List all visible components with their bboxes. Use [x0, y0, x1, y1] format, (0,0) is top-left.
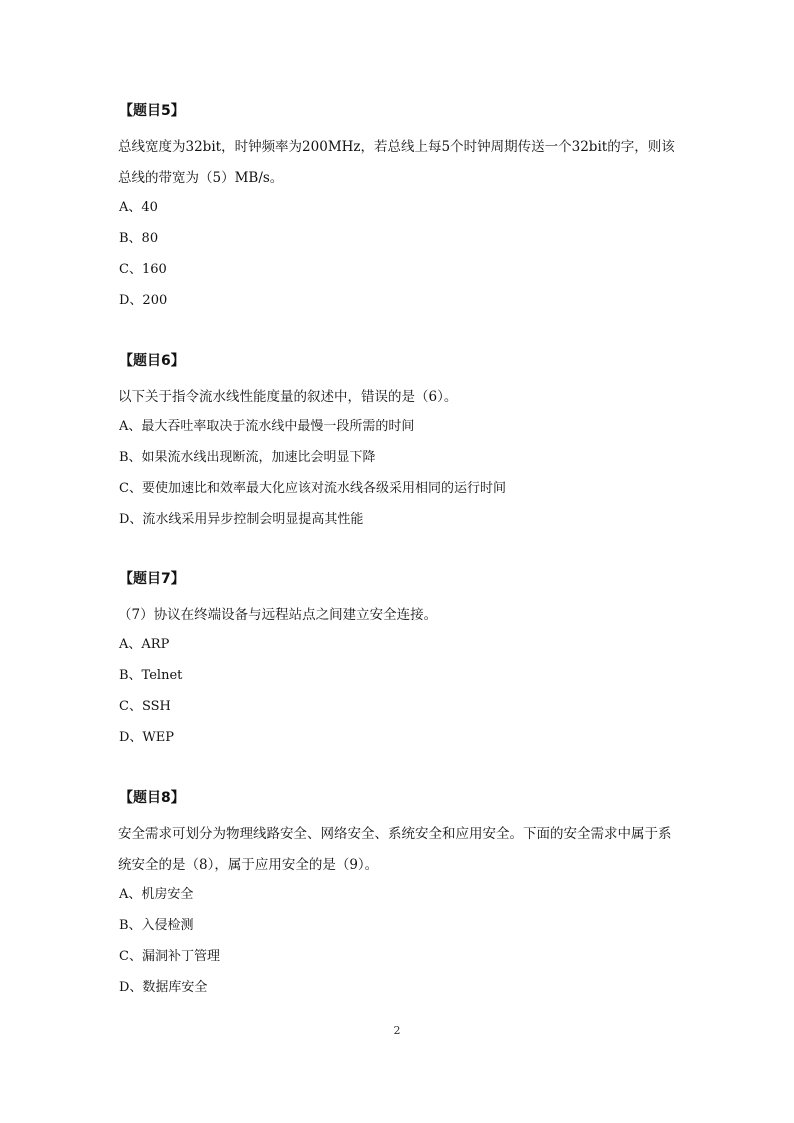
question-title: 【题目7】 — [119, 571, 185, 587]
option-b: B、Telnet — [119, 668, 183, 683]
option-d: D、WEP — [119, 730, 175, 745]
option-a: A、ARP — [119, 637, 170, 652]
option-d: D、200 — [119, 293, 168, 308]
option-d: D、数据库安全 — [119, 980, 208, 995]
question-stem: 以下关于指令流水线性能度量的叙述中，错误的是（6）。 — [118, 389, 458, 405]
option-a: A、最大吞吐率取决于流水线中最慢一段所需的时间 — [119, 419, 415, 434]
option-c: C、SSH — [119, 699, 171, 714]
option-c: C、要使加速比和效率最大化应该对流水线各级采用相同的运行时间 — [119, 481, 506, 496]
option-a: A、机房安全 — [119, 887, 194, 902]
question-title: 【题目6】 — [119, 353, 185, 369]
option-d: D、流水线采用异步控制会明显提高其性能 — [119, 512, 364, 527]
question-stem: 安全需求可划分为物理线路安全、网络安全、系统安全和应用安全。下面的安全需求中属于系统安全的是（8），属于应用安全的是（9）。 — [118, 826, 672, 873]
question-title: 【题目5】 — [119, 103, 185, 119]
option-c: C、160 — [119, 262, 167, 277]
option-b: B、80 — [119, 231, 159, 246]
page-number: 2 — [393, 1024, 401, 1037]
question-5 — [119, 101, 679, 322]
question-title: 【题目8】 — [119, 790, 185, 806]
option-b: B、入侵检测 — [119, 918, 194, 933]
option-b: B、如果流水线出现断流，加速比会明显下降 — [119, 450, 376, 465]
question-stem: 总线宽度为32bit，时钟频率为200MHz，若总线上每5个时钟周期传送一个32bit的字，则该总线的带宽为（5）MB/s。 — [118, 139, 675, 186]
option-c: C、漏洞补丁管理 — [119, 949, 220, 964]
question-stem: （7）协议在终端设备与远程站点之间建立安全连接。 — [118, 607, 438, 623]
question-8 — [119, 788, 679, 1009]
option-a: A、40 — [119, 200, 158, 215]
question-7 — [119, 569, 679, 759]
question-6 — [119, 351, 679, 541]
